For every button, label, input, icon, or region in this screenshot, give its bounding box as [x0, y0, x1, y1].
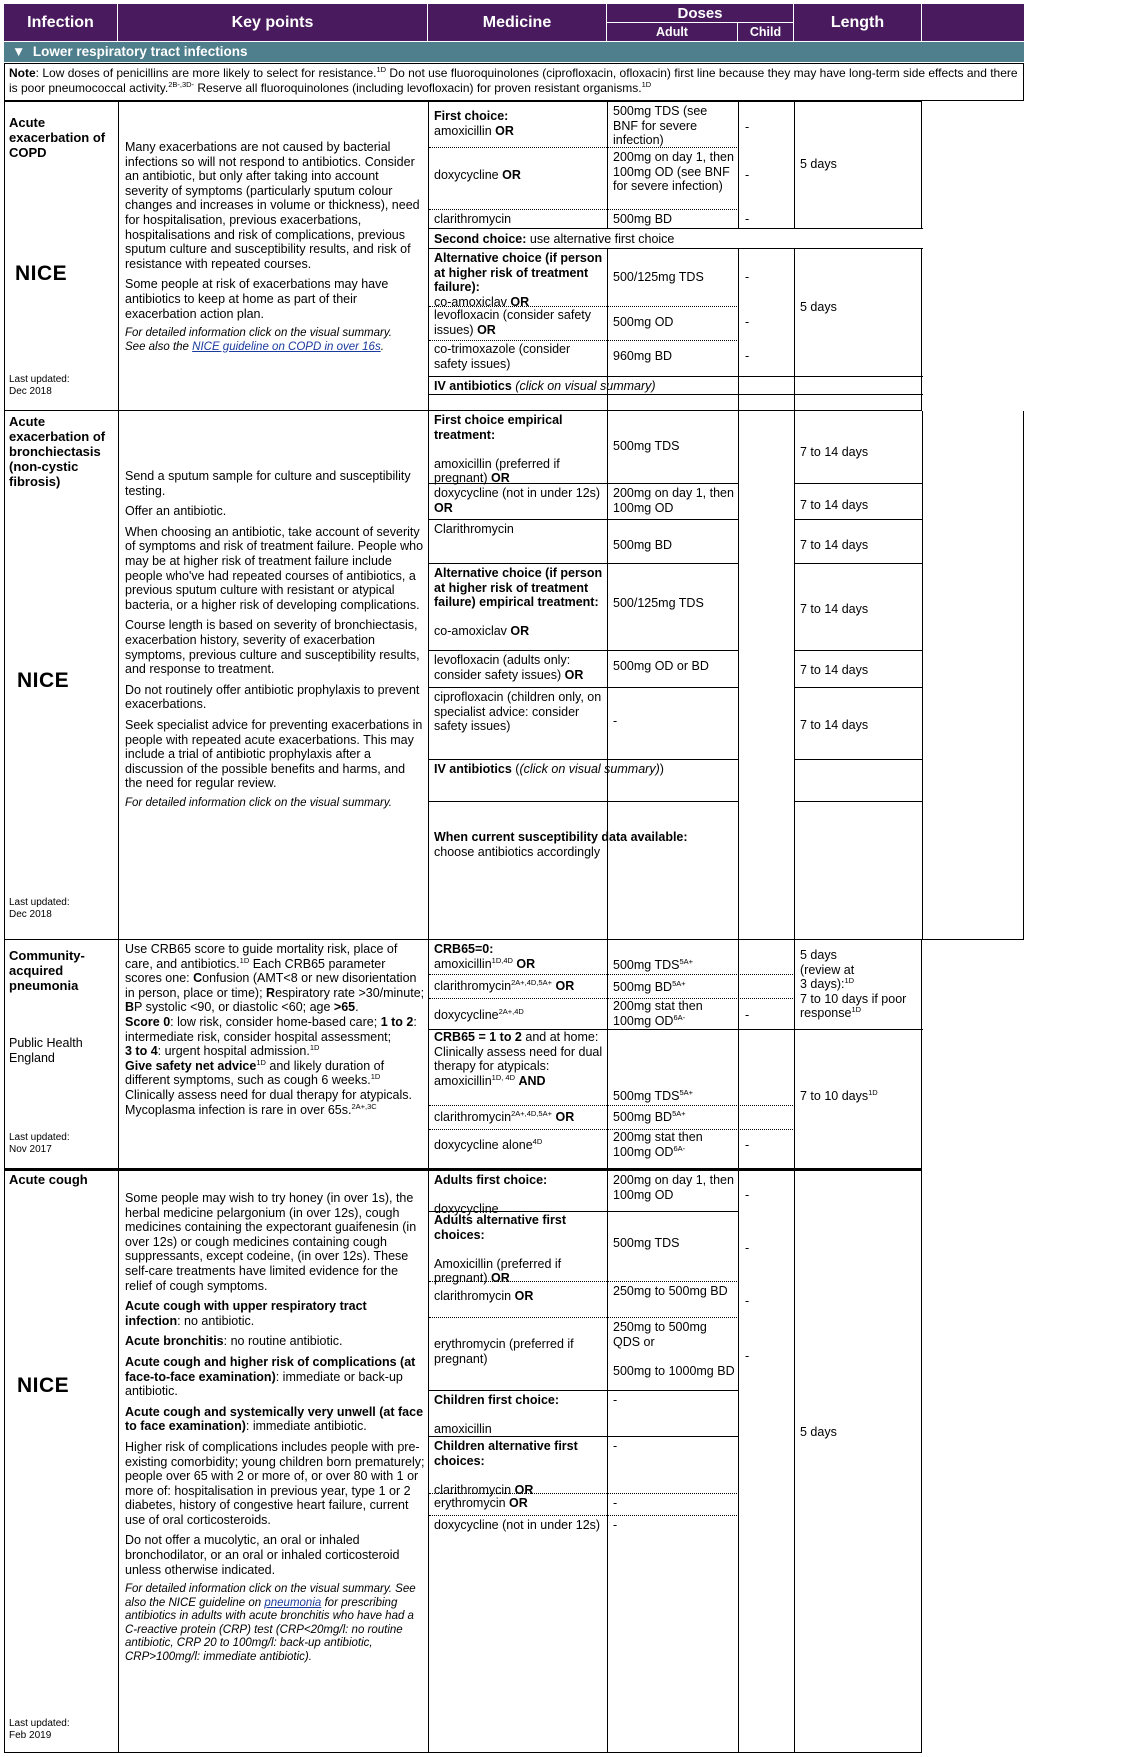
copd-child-5: - [745, 315, 750, 329]
cap-dose-amoxicillin-2: 500mg $TDS^{5A+}$ [613, 1087, 694, 1103]
copd-child-3: - [745, 212, 750, 226]
bronch-dose-doxycycline: 200mg on day 1, then 100mg OD [613, 486, 734, 515]
bronch-dose-clarithromycin: 500mg BD [613, 538, 673, 552]
collapse-triangle-icon[interactable]: ▼ [12, 44, 26, 59]
key-points-cough: Some people may wish to try honey (in over 1s), the herbal medicine pelargonium (in over 12s), cough medicines containing the expectorant guaifenesin (in over 12s) or cough medicines containing cough suppressants, except codeine, (in over 12s). These self-care treatments have limited evidence for the relief of cough symptoms. Acute cough with upper respiratory tract infection: no antibiotic. Acute bronchitis: no routine antibiotic. Acute cough and higher risk of complications (at face-to-face examination): immediate or back-up antibiotic. Acute cough and systemically very unwell (at face to face examination): immediate antibiotic. Higher risk of complications includes people with pre-existing comorbidity; young children born prematurely; people over 65 with 2 or more of, or over 80 with 1 or more of: hospitalisation in previous year, type 1 or 2 diabetes, history of congestive heart failure, current use of oral corticosteroids. Do not offer a mucolytic, an oral or inhaled bronchodilator, or an oral or inhaled corticosteroid unless otherwise indicated. For detailed information click on the visual summary. See also the NICE guideline on pneumonia for prescribing antibiotics in adults with acute bronchitis who have had a C-reactive protein (CRP) test (CRP<20mg/l: no routine antibiotic, CRP 20 to 100mg/l: back-up antibiotic, CRP>100mg/l: immediate antibiotic). [125, 1191, 425, 1663]
cap-med-clarithromycin-2: clarithromycin$^{2A+,4D,5A+}$ OR [434, 1108, 575, 1124]
bronch-med-first: First choice empirical treatment: amoxicillin (preferred if pregnant) OR [434, 413, 563, 486]
header-infection: Infection [4, 4, 118, 41]
source-bronchiectasis: NICE [17, 669, 70, 692]
cap-crb0: CRB65=0: amoxicillin$^{1D,4D}$ OR [434, 942, 536, 971]
bronch-length-6: 7 to 14 days [800, 718, 869, 732]
cough-child-3: - [745, 1294, 750, 1308]
copd-kp-1: Many exacerbations are not caused by bacterial infections so will not respond to antibiotics. Consider an antibiotic, but only after taking into account severity of symptoms (particularly sputum colour changes and increases in volume or thickness), need for hospitalisation, previous exacerbations, hospitalisations and risk of complications, previous sputum culture and susceptibility results, and risk of resistance with repeated courses. [125, 140, 420, 271]
copd-med-first: First choice: amoxicillin OR [434, 109, 514, 138]
cap-dose-clarithromycin: 500mg $BD^{5A+}$ [613, 978, 686, 994]
header-key-points: Key points [118, 4, 428, 41]
cough-dose-clarithromycin: 250mg to 500mg BD [613, 1284, 728, 1298]
copd-alt-choice: Alternative choice (if person at higher risk of treatment failure): co-amoxiclav OR [434, 251, 603, 309]
cough-dose-amoxicillin: 500mg TDS [613, 1236, 680, 1250]
copd-dose-doxycycline: 200mg on day 1, then 100mg OD (see BNF for severe infection) [613, 150, 734, 194]
copd-length-2: 5 days [800, 300, 837, 314]
row-copd [4, 101, 922, 411]
infection-title-bronchiectasis: Acute exacerbation of bronchiectasis (non-cystic fibrosis) [9, 414, 106, 489]
cough-adult-alt: Adults alternative first choices: Amoxicillin (preferred if pregnant) OR [434, 1213, 566, 1286]
cap-med-clarithromycin: clarithromycin$^{2A+,4D,5A+}$ OR [434, 977, 575, 993]
copd-med-clarithromycin: clarithromycin [434, 212, 512, 226]
infection-title-cap: Community-acquired pneumonia [9, 948, 85, 993]
cough-child-4: - [745, 1349, 750, 1363]
updated-cap: Last updated: Nov 2017 [9, 1132, 70, 1155]
cap-length-1: 5 days (review at 3 days):$^{1D}$ 7 to 10 days if poor response$^{1D}$ [800, 948, 907, 1021]
source-cap: Public Health England [9, 1036, 83, 1065]
bronch-med-alt: Alternative choice (if person at higher risk of treatment failure) empirical treatment: co-amoxiclav OR [434, 566, 603, 639]
source-copd: NICE [15, 262, 68, 285]
copd-child-1: - [745, 120, 750, 134]
cough-child-first: Children first choice: amoxicillin [434, 1393, 560, 1437]
nice-pneumonia-guideline-link[interactable]: pneumonia [264, 1596, 322, 1609]
note-ref-1: 1D [376, 65, 387, 74]
note-text-2: Do not use fluoroquinolones (ciprofloxacin, ofloxacin) first line because they may have long-term side effects and there is poor pneumococcal activity. [9, 66, 1018, 95]
cough-child-alt: Children alternative first choices: clarithromycin OR [434, 1439, 578, 1497]
copd-dose-amoxicillin: 500mg TDS (see BNF for severe infection) [613, 104, 708, 148]
copd-length-1: 5 days [800, 157, 837, 171]
note-ref-2: 2B-,3D- [168, 80, 195, 89]
cough-length: 5 days [800, 1425, 837, 1439]
copd-med-levofloxacin: levofloxacin (consider safety issues) OR [434, 308, 592, 337]
cough-dose-child-doxycycline: - [613, 1518, 618, 1532]
bronch-med-levofloxacin: levofloxacin (adults only: consider safety issues) OR [434, 653, 584, 682]
updated-bronchiectasis: Last updated: Dec 2018 [9, 897, 70, 920]
copd-kp-visual-summary: For detailed information click on the visual summary. [125, 327, 392, 340]
cap-child-6: - [745, 1138, 750, 1152]
copd-child-4: - [745, 270, 750, 284]
cough-adult-first: Adults first choice: doxycycline [434, 1173, 548, 1217]
bronch-length-4: 7 to 14 days [800, 602, 869, 616]
bronch-length-1: 7 to 14 days [800, 445, 869, 459]
infection-title-copd: Acute exacerbation of COPD [9, 115, 106, 160]
copd-second-choice: Second choice: use alternative first choice [434, 232, 675, 246]
header-length: Length [794, 4, 922, 41]
copd-kp-2: Some people at risk of exacerbations may have antibiotics to keep at home as part of their exacerbation action plan. [125, 277, 389, 321]
note-label: Note [9, 66, 36, 80]
cap-dose-clarithromycin-2: 500mg $BD^{5A+}$ [613, 1108, 686, 1124]
key-points-cap: Use CRB65 score to guide mortality risk, place of care, and antibiotics.$^{1D}$ Each CRB65 parameter scores one: Confusion (AMT<8 or new disorientation in person, place or time); Respiratory rate >30/minute; BP systolic <90, or diastolic <60; age >65. Score 0: low risk, consider home-based care; 1 to 2: intermediate risk, consider hospital assessment; 3 to 4: urgent hospital admission.$^{1D}$ Give safety net advice$^{1D}$ and likely duration of different symptoms, such as cough 6 weeks.$^{1D}$ Clinically assess need for dual therapy for atypicals. Mycoplasma infection is rare in over 65s.$^{2A+,3C}$ [125, 942, 425, 1117]
table-header [4, 4, 1024, 41]
bronch-med-doxycycline: doxycycline (not in under 12s) OR [434, 486, 601, 515]
bronch-dose-ciprofloxacin: - [613, 714, 618, 728]
section-lower-respiratory[interactable] [4, 42, 1024, 62]
section-note [4, 63, 1024, 101]
bronch-dose-amoxicillin: 500mg TDS [613, 439, 680, 453]
bronch-susceptibility: When current susceptibility data available: choose antibiotics accordingly [434, 830, 688, 859]
header-extra [922, 4, 1024, 41]
row-acute-cough [4, 1169, 922, 1753]
cap-child-3: - [745, 1008, 750, 1022]
cough-med-erythromycin: erythromycin (preferred if pregnant) [434, 1337, 574, 1366]
cough-dose-child-amoxicillin: - [613, 1393, 618, 1407]
cap-dose-doxycycline-2: 200mg stat then 100mg $OD^{6A-}$ [613, 1130, 703, 1159]
bronch-length-5: 7 to 14 days [800, 663, 869, 677]
cough-dose-erythromycin: 250mg to 500mg QDS or 500mg to 1000mg BD [613, 1320, 735, 1378]
note-text-1: : Low doses of penicillins are more likely to select for resistance. [35, 66, 377, 80]
cough-med-clarithromycin: clarithromycin OR [434, 1289, 534, 1303]
bronch-iv-antibiotics: IV antibiotics ((click on visual summary)) [434, 762, 664, 776]
bronch-length-3: 7 to 14 days [800, 538, 869, 552]
copd-dose-coamoxiclav: 500/125mg TDS [613, 270, 704, 284]
cough-dose-child-clarithromycin: - [613, 1439, 618, 1453]
row-bronchiectasis [4, 411, 1024, 940]
cough-med-child-doxycycline: doxycycline (not in under 12s) [434, 1518, 601, 1532]
bronch-length-2: 7 to 14 days [800, 498, 869, 512]
cap-dose-amoxicillin: 500mg $TDS^{5A+}$ [613, 956, 694, 972]
bronch-med-ciprofloxacin: ciprofloxacin (children only, on specialist advice: consider safety issues) [434, 690, 602, 734]
cap-length-2: 7 to 10 days$^{1D}$ [800, 1087, 878, 1103]
copd-dose-clarithromycin: 500mg BD [613, 212, 673, 226]
copd-child-2: - [745, 168, 750, 182]
cough-dose-doxycycline: 200mg on day 1, then 100mg OD [613, 1173, 734, 1202]
key-points-copd: Many exacerbations are not caused by bacterial infections so will not respond to antibiotics. Consider an antibiotic, but only after taking into account severity of symptoms (particularly sputum colour changes and increases in volume or thickness), need for hospitalisation, previous exacerbations, hospitalisations and risk of complications, previous sputum culture and susceptibility results, and risk of resistance with repeated courses. Some people at risk of exacerbations may have antibiotics to keep at home as part of their exacerbation action plan. For detailed information click on the visual summary. See also the NICE guideline on COPD in over 16s. [125, 140, 425, 354]
cough-child-2: - [745, 1241, 750, 1255]
note-text-3: Reserve all fluoroquinolones (including levofloxacin) for proven resistant organisms. [194, 81, 642, 95]
nice-copd-guideline-link[interactable]: NICE guideline on COPD in over 16s [192, 340, 381, 353]
bronch-dose-coamoxiclav: 500/125mg TDS [613, 596, 704, 610]
row-community-acquired-pneumonia [4, 940, 922, 1169]
cap-med-doxycycline: doxycycline$^{2A+,4D}$ [434, 1006, 524, 1022]
copd-med-doxycycline: doxycycline OR [434, 168, 521, 182]
source-cough: NICE [17, 1374, 70, 1397]
header-child: Child [738, 23, 794, 41]
updated-copd: Last updated: Dec 2018 [9, 374, 70, 397]
cap-crb12: CRB65 = 1 to 2 and at home: Clinically assess need for dual therapy for atypicals: amoxicillin$^{1D, 4D}$ AND [434, 1030, 603, 1088]
cough-dose-child-erythromycin: - [613, 1496, 618, 1510]
updated-cough: Last updated: Feb 2019 [9, 1718, 70, 1741]
infection-title-cough: Acute cough [9, 1172, 88, 1187]
key-points-bronchiectasis: Send a sputum sample for culture and susceptibility testing. Offer an antibiotic. When choosing an antibiotic, take account of severity of symptoms and risk of treatment failure. People who may be at higher risk of treatment failure include people who've had repeated courses of antibiotics, a previous sputum culture with resistant or atypical bacteria, or a higher risk of developing complications. Course length is based on severity of bronchiectasis, exacerbation history, severity of exacerbation symptoms, previous culture and susceptibility results, and response to treatment. Do not routinely offer antibiotic prophylaxis to prevent exacerbations. Seek specialist advice for preventing exacerbations in people with repeated acute exacerbations. This may include a trial of antibiotic prophylaxis after a discussion of the possible benefits and harms, and the need for regular review. For detailed information click on the visual summary. [125, 469, 424, 809]
section-title: Lower respiratory tract infections [32, 44, 248, 59]
cough-child-1: - [745, 1188, 750, 1202]
cap-dose-doxycycline: 200mg stat then 100mg $OD^{6A-}$ [613, 999, 703, 1028]
copd-med-cotrimoxazole: co-trimoxazole (consider safety issues) [434, 342, 571, 371]
header-doses: Doses [607, 4, 794, 23]
header-medicine: Medicine [428, 4, 607, 41]
header-adult: Adult [607, 23, 738, 41]
note-ref-3: 1D [641, 80, 652, 89]
copd-iv-antibiotics: IV antibiotics (click on visual summary) [434, 379, 656, 393]
cap-med-doxycycline-2: doxycycline alone$^{4D}$ [434, 1136, 543, 1152]
bronch-med-clarithromycin: Clarithromycin [434, 522, 514, 536]
copd-dose-cotrimoxazole: 960mg BD [613, 349, 673, 363]
copd-dose-levofloxacin: 500mg OD [613, 315, 674, 329]
bronch-dose-levofloxacin: 500mg OD or BD [613, 659, 709, 673]
cough-med-child-erythromycin: erythromycin OR [434, 1496, 528, 1510]
copd-child-6: - [745, 349, 750, 363]
